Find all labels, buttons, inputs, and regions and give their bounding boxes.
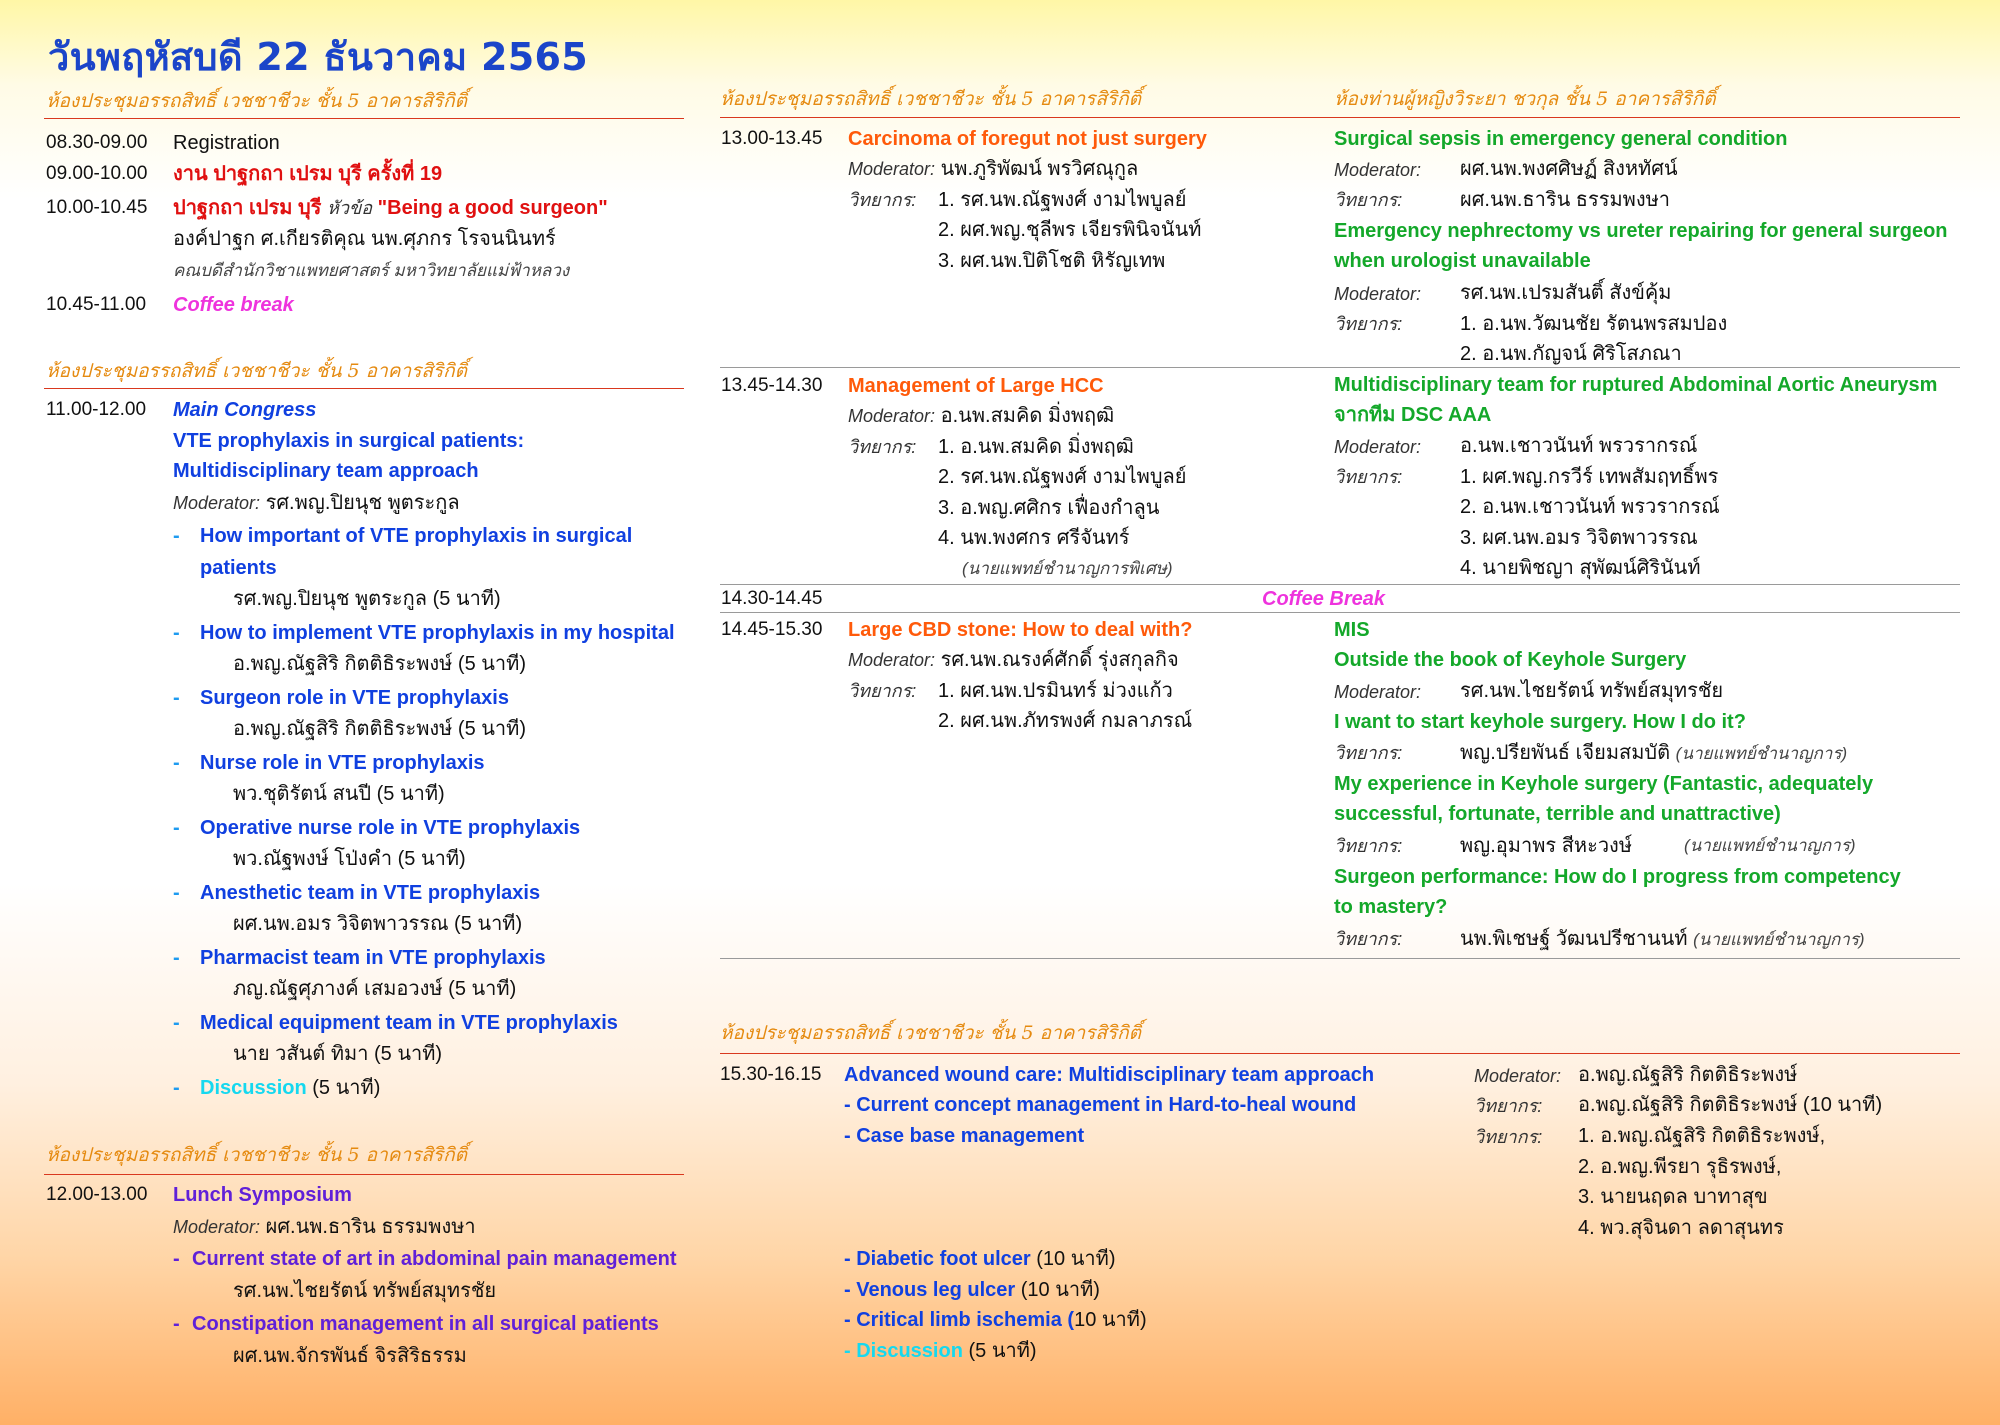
session-title: when urologist unavailable — [1334, 250, 1591, 272]
item-title: - Diabetic foot ulcer — [844, 1248, 1031, 1270]
speaker: รศ.พญ.ปิยนุช พูตระกูล (5 นาที) — [233, 588, 501, 610]
divider — [44, 1174, 684, 1175]
session-title: to mastery? — [1334, 896, 1448, 918]
session-title: I want to start keyhole surgery. How I do it? — [1334, 711, 1746, 733]
discussion: - Discussion — [844, 1340, 963, 1362]
session-label: MIS — [1334, 619, 1370, 641]
room-heading: ห้องประชุมอรรถสิทธิ์ เวชชาชีวะ ชั้น 5 อาคารสิริกิติ์ — [46, 360, 467, 382]
speaker-label: วิทยากร: — [1334, 190, 1403, 210]
lecture-topic: "Being a good surgeon" — [377, 197, 608, 219]
topic-title: Pharmacist team in VTE prophylaxis — [200, 947, 546, 969]
speaker-label: วิทยากร: — [1334, 743, 1403, 763]
divider — [720, 612, 1960, 613]
speaker: 2. อ.นพ.เชาวนันท์ พรวรากรณ์ — [1460, 496, 1720, 518]
time-slot: 12.00-13.00 — [46, 1184, 148, 1205]
duration: (5 นาที) — [968, 1340, 1037, 1362]
time-slot: 14.30-14.45 — [721, 588, 823, 609]
speaker: 2. อ.นพ.กัญจน์ ศิริโสภณา — [1460, 343, 1682, 365]
topic-title: How important of VTE prophylaxis in surgical — [200, 525, 633, 547]
speaker-title: (นายแพทย์ชำนาญการ) — [1675, 744, 1848, 763]
moderator-label: Moderator: — [1334, 682, 1422, 702]
bullet: - — [173, 752, 180, 774]
bullet: - — [173, 687, 180, 709]
room-heading: ห้องประชุมอรรถสิทธิ์ เวชชาชีวะ ชั้น 5 อาคารสิริกิติ์ — [46, 1144, 467, 1166]
speaker: 1. ผศ.นพ.ปรมินทร์ ม่วงแก้ว — [938, 680, 1173, 702]
speaker: นพ.พิเชษฐ์ วัฒนปรีชานนท์ — [1460, 928, 1688, 950]
speaker: 2. รศ.นพ.ณัฐพงศ์ งามไพบูลย์ — [938, 466, 1187, 488]
speaker-label: วิทยากร: — [1474, 1127, 1543, 1147]
session-title: Management of Large HCC — [848, 375, 1104, 397]
speaker: 2. ผศ.นพ.ภัทรพงศ์ กมลาภรณ์ — [938, 710, 1193, 732]
speaker: 1. รศ.นพ.ณัฐพงศ์ งามไพบูลย์ — [938, 189, 1187, 211]
speaker: 2. ผศ.พญ.ชุลีพร เจียรพินิจนันท์ — [938, 219, 1202, 241]
session-label: Main Congress — [173, 399, 317, 421]
topic-title: Nurse role in VTE prophylaxis — [200, 752, 485, 774]
bullet: - — [173, 1313, 180, 1335]
speaker-label: วิทยากร: — [848, 681, 917, 701]
session-title: Multidisciplinary team for ruptured Abdominal Aortic Aneurysm — [1334, 374, 1938, 396]
session-title: Surgeon performance: How do I progress from competency — [1334, 866, 1901, 888]
speaker: อ.พญ.ณัฐสิริ กิตติธิระพงษ์ (10 นาที) — [1578, 1094, 1883, 1116]
moderator-name: รศ.นพ.ณรงค์ศักดิ์ รุ่งสกุลกิจ — [940, 649, 1179, 671]
time-slot: 10.45-11.00 — [46, 294, 147, 315]
wound-item — [844, 1246, 1115, 1272]
divider — [720, 958, 1960, 959]
duration: (10 นาที) — [1036, 1248, 1116, 1270]
discussion-line — [844, 1338, 1037, 1364]
affiliation: คณบดีสำนักวิชาแพทยศาสตร์ มหาวิทยาลัยแม่ฟ้าหลวง — [173, 261, 570, 280]
speaker-line — [1460, 926, 1865, 953]
speaker-label: วิทยากร: — [1334, 467, 1403, 487]
time-slot: 15.30-16.15 — [720, 1064, 822, 1085]
speaker-line — [1460, 740, 1847, 767]
speaker: ผศ.นพ.จักรพันธ์ จิรสิริธรรม — [233, 1345, 467, 1367]
moderator-label: Moderator: — [1334, 437, 1422, 457]
speaker-title: (นายแพทย์ชำนาญการ) — [1684, 836, 1856, 855]
time-slot: 13.45-14.30 — [721, 375, 823, 396]
speaker: อ.พญ.ณัฐสิริ กิตติธิระพงษ์ (5 นาที) — [233, 653, 526, 675]
moderator-name: ผศ.นพ.พงศศิษฏ์ สิงหทัศน์ — [1460, 158, 1678, 180]
speaker: นาย วสันต์ ทิมา (5 นาที) — [233, 1043, 443, 1065]
session-title: Surgical sepsis in emergency general condition — [1334, 128, 1788, 150]
topic-title: Constipation management in all surgical patients — [192, 1313, 659, 1335]
speaker: 1. อ.นพ.สมคิด มิ่งพฤฒิ — [938, 436, 1134, 458]
discussion: Discussion — [200, 1077, 307, 1099]
speaker: รศ.นพ.ไชยรัตน์ ทรัพย์สมุทรชัย — [233, 1280, 497, 1302]
topic-title: How to implement VTE prophylaxis in my hospital — [200, 622, 675, 644]
session-title: Outside the book of Keyhole Surgery — [1334, 649, 1687, 671]
session-title: Advanced wound care: Multidisciplinary team approach — [844, 1064, 1375, 1086]
moderator-line — [848, 156, 1138, 182]
moderator-label: Moderator: — [848, 159, 936, 179]
time-slot: 14.45-15.30 — [721, 619, 823, 640]
topic-word: หัวข้อ — [326, 198, 373, 218]
speaker-label: วิทยากร: — [1334, 314, 1403, 334]
moderator-name: อ.นพ.สมคิด มิ่งพฤฒิ — [940, 405, 1115, 427]
time-slot: 08.30-09.00 — [46, 132, 148, 153]
speaker: พญ.ปรียพันธ์ เจียมสมบัติ — [1460, 742, 1671, 764]
speaker: 1. อ.นพ.วัฒนชัย รัตนพรสมปอง — [1460, 313, 1728, 335]
session-title: Registration — [173, 132, 280, 154]
speaker: 3. ผศ.นพ.ปิติโชติ หิรัญเทพ — [938, 250, 1166, 272]
page-title: วันพฤหัสบดี 22 ธันวาคม 2565 — [48, 35, 588, 79]
speaker: 4. นพ.พงศกร ศรีจันทร์ — [938, 527, 1130, 549]
session-subtitle: - Case base management — [844, 1125, 1085, 1147]
moderator-line — [848, 403, 1114, 429]
speaker: 3. นายนฤดล บาทาสุข — [1578, 1186, 1768, 1208]
bullet: - — [173, 947, 180, 969]
speaker: 2. อ.พญ.พีรยา รุธิรพงษ์, — [1578, 1156, 1782, 1178]
session-title: งาน ปาฐกถา เปรม บุรี ครั้งที่ 19 — [173, 163, 443, 185]
moderator-label: Moderator: — [173, 1217, 261, 1237]
moderator-name: นพ.ภูริพัฒน์ พรวิศณุกูล — [940, 158, 1139, 180]
divider — [44, 388, 684, 389]
coffee-break: Coffee Break — [1262, 588, 1386, 610]
speaker: ผศ.นพ.ธาริน ธรรมพงษา — [1460, 189, 1671, 211]
speaker: 1. ผศ.พญ.กรวีร์ เทพสัมฤทธิ์พร — [1460, 466, 1719, 488]
discussion-line — [200, 1075, 380, 1101]
session-title: Carcinoma of foregut not just surgery — [848, 128, 1207, 150]
coffee-break: Coffee break — [173, 294, 294, 316]
session-title: successful, fortunate, terrible and unattractive) — [1334, 803, 1781, 825]
session-subtitle: - Current concept management in Hard-to-heal wound — [844, 1094, 1357, 1116]
topic-title: Anesthetic team in VTE prophylaxis — [200, 882, 541, 904]
speaker-title: (นายแพทย์ชำนาญการพิเศษ) — [962, 559, 1173, 578]
moderator-label: Moderator: — [1474, 1066, 1562, 1086]
moderator-name: อ.นพ.เชาวนันท์ พรวรากรณ์ — [1460, 435, 1698, 457]
moderator-name: รศ.นพ.เปรมสันติ์ สังข์คุ้ม — [1460, 282, 1672, 304]
speaker: 3. ผศ.นพ.อมร วิจิตพาวรรณ — [1460, 527, 1698, 549]
topic-title: patients — [200, 557, 277, 579]
session-title: Emergency nephrectomy vs ureter repairing for general surgeon — [1334, 220, 1948, 242]
bullet: - — [173, 882, 180, 904]
lecture-name: ปาฐกถา เปรม บุรี — [173, 197, 322, 219]
divider — [720, 1053, 1960, 1054]
room-heading: ห้องประชุมอรรถสิทธิ์ เวชชาชีวะ ชั้น 5 อาคารสิริกิติ์ — [720, 88, 1141, 110]
session-title: Multidisciplinary team approach — [173, 460, 479, 482]
wound-item — [844, 1277, 1100, 1303]
session-title: My experience in Keyhole surgery (Fantastic, adequately — [1334, 773, 1874, 795]
topic-title: Surgeon role in VTE prophylaxis — [200, 687, 509, 709]
bullet: - — [173, 817, 180, 839]
topic-title: Medical equipment team in VTE prophylaxis — [200, 1012, 618, 1034]
moderator-line — [848, 647, 1179, 673]
bullet: - — [173, 1077, 180, 1099]
divider — [720, 367, 1960, 368]
speaker-label: วิทยากร: — [848, 190, 917, 210]
speaker: 4. นายพิชญา สุพัฒน์ศิรินันท์ — [1460, 557, 1701, 579]
speaker-label: วิทยากร: — [1334, 836, 1403, 856]
orator: องค์ปาฐก ศ.เกียรติคุณ นพ.ศุภกร โรจนนินทร์ — [173, 228, 556, 250]
session-title: Large CBD stone: How to deal with? — [848, 619, 1193, 641]
speaker: อ.พญ.ณัฐสิริ กิตติธิระพงษ์ (5 นาที) — [233, 718, 526, 740]
speaker-label: วิทยากร: — [1474, 1096, 1543, 1116]
time-slot: 10.00-10.45 — [46, 197, 148, 218]
speaker: ผศ.นพ.อมร วิจิตพาวรรณ (5 นาที) — [233, 913, 523, 935]
session-title — [173, 195, 608, 221]
duration: (10 นาที) — [1020, 1279, 1100, 1301]
speaker: ภญ.ณัฐศุภางค์ เสมอวงษ์ (5 นาที) — [233, 978, 517, 1000]
moderator-label: Moderator: — [173, 493, 261, 513]
moderator-label: Moderator: — [848, 650, 936, 670]
duration: 10 นาที) — [1074, 1309, 1147, 1331]
time-slot: 13.00-13.45 — [721, 128, 823, 149]
bullet: - — [173, 622, 180, 644]
speaker: 4. พว.สุจินดา ลดาสุนทร — [1578, 1217, 1784, 1239]
moderator-name: ผศ.นพ.ธาริน ธรรมพงษา — [265, 1216, 476, 1238]
divider — [720, 117, 1960, 118]
speaker: พว.ณัฐพงษ์ โป่งคำ (5 นาที) — [233, 848, 466, 870]
room-heading: ห้องประชุมอรรถสิทธิ์ เวชชาชีวะ ชั้น 5 อาคารสิริกิติ์ — [46, 90, 467, 112]
divider — [44, 118, 684, 119]
divider — [720, 584, 1960, 585]
speaker-label: วิทยากร: — [1334, 929, 1403, 949]
moderator-name: อ.พญ.ณัฐสิริ กิตติธิระพงษ์ — [1578, 1064, 1798, 1086]
speaker: 3. อ.พญ.ศศิกร เฟื่องกำลูน — [938, 497, 1160, 519]
bullet: - — [173, 1012, 180, 1034]
moderator-line — [173, 490, 460, 516]
moderator-name: รศ.นพ.ไชยรัตน์ ทรัพย์สมุทรชัย — [1460, 680, 1724, 702]
bullet: - — [173, 1248, 180, 1270]
speaker-title: (นายแพทย์ชำนาญการ) — [1693, 930, 1865, 949]
moderator-line — [173, 1214, 476, 1240]
speaker-label: วิทยากร: — [848, 437, 917, 457]
duration: (5 นาที) — [312, 1077, 381, 1099]
speaker: 1. อ.พญ.ณัฐสิริ กิตติธิระพงษ์, — [1578, 1125, 1826, 1147]
session-title: VTE prophylaxis in surgical patients: — [173, 430, 525, 452]
moderator-label: Moderator: — [848, 406, 936, 426]
time-slot: 11.00-12.00 — [46, 399, 147, 420]
time-slot: 09.00-10.00 — [46, 163, 148, 184]
speaker: พว.ชุติรัตน์ สนปี (5 นาที) — [233, 783, 445, 805]
speaker: พญ.อุมาพร สีหะวงษ์ — [1460, 835, 1633, 857]
moderator-label: Moderator: — [1334, 160, 1422, 180]
session-title: จากทีม DSC AAA — [1334, 404, 1492, 426]
room-heading: ห้องประชุมอรรถสิทธิ์ เวชชาชีวะ ชั้น 5 อาคารสิริกิติ์ — [720, 1022, 1141, 1044]
moderator-name: รศ.พญ.ปิยนุช พูตระกูล — [265, 492, 460, 514]
room-heading: ห้องท่านผู้หญิงวิระยา ชวกุล ชั้น 5 อาคารสิริกิติ์ — [1334, 88, 1716, 110]
bullet: - — [173, 525, 180, 547]
item-title: - Critical limb ischemia ( — [844, 1309, 1075, 1331]
moderator-label: Moderator: — [1334, 284, 1422, 304]
topic-title: Operative nurse role in VTE prophylaxis — [200, 817, 581, 839]
topic-title: Current state of art in abdominal pain management — [192, 1248, 677, 1270]
item-title: - Venous leg ulcer — [844, 1279, 1016, 1301]
wound-item — [844, 1307, 1147, 1333]
session-title: Lunch Symposium — [173, 1184, 352, 1206]
